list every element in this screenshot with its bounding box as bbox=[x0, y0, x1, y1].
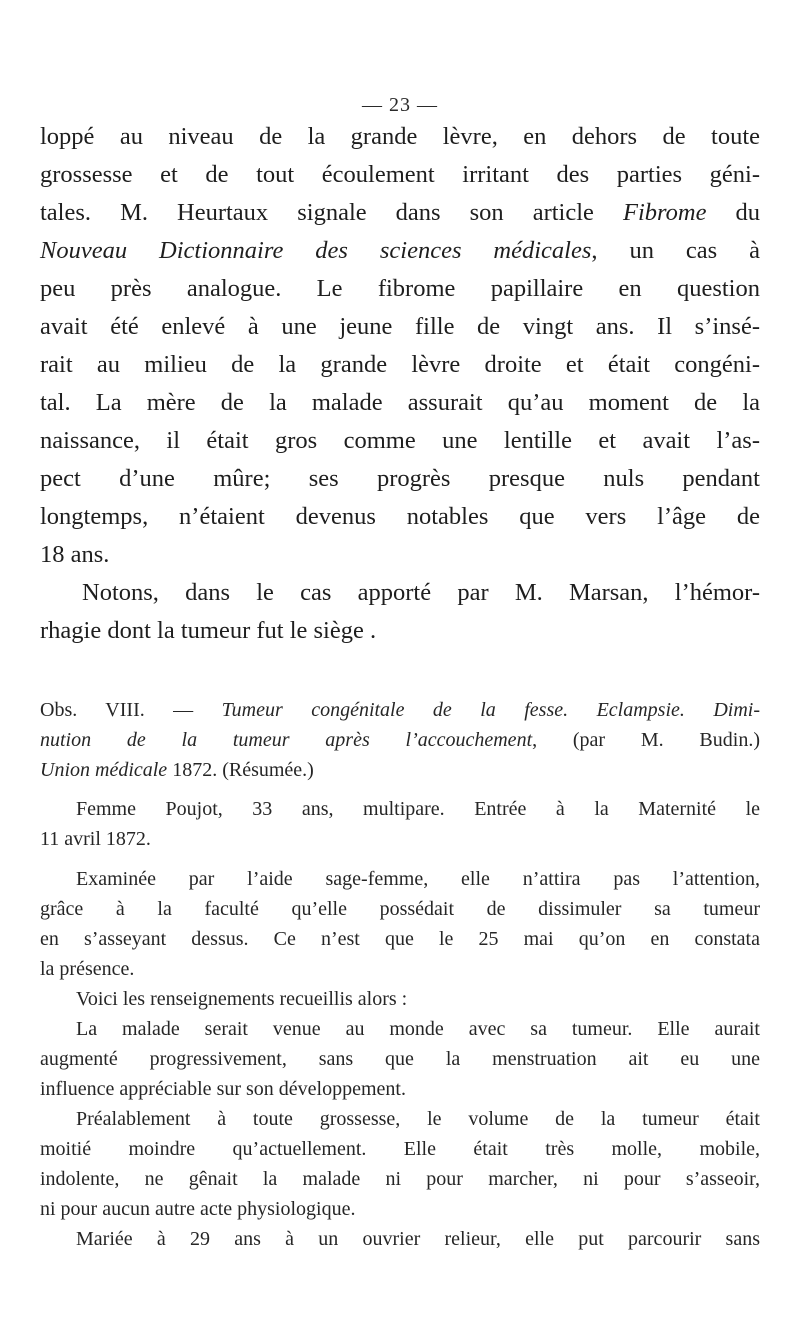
text-line: loppé au niveau de la grande lèvre, en dehors de toute bbox=[40, 123, 760, 150]
note-line: Préalablement à toute grossesse, le volume de la tumeur était bbox=[76, 1108, 760, 1130]
text-segment: tales. M. Heurtaux signale dans son article bbox=[40, 199, 623, 226]
note-line: indolente, ne gênait la malade ni pour marcher, ni pour s’asseoir, bbox=[40, 1168, 760, 1190]
text-line: rhagie dont la tumeur fut le siège . bbox=[40, 617, 377, 644]
title-italic: Nouveau Dictionnaire des sciences médicales bbox=[40, 237, 592, 264]
text-segment: Obs. VIII. — bbox=[40, 699, 222, 721]
note-line: La malade serait venue au monde avec sa tumeur. Elle aurait bbox=[76, 1018, 760, 1040]
page-number: — 23 — bbox=[362, 94, 438, 116]
note-line: influence appréciable sur son développement. bbox=[40, 1078, 406, 1100]
note-line bbox=[40, 755, 314, 785]
text-line: pect d’une mûre; ses progrès presque nuls pendant bbox=[40, 465, 760, 492]
title-italic: Fibrome bbox=[622, 199, 707, 226]
note-line: Voici les renseignements recueillis alors : bbox=[76, 988, 408, 1010]
note-line: augmenté progressivement, sans que la menstruation ait eu une bbox=[40, 1048, 760, 1070]
text-segment: du bbox=[706, 199, 761, 226]
note-line: Mariée à 29 ans à un ouvrier relieur, elle put parcourir sans bbox=[76, 1228, 760, 1250]
text-line: peu près analogue. Le fibrome papillaire en question bbox=[40, 275, 760, 302]
title-italic: nution de la tumeur après l’accouchement bbox=[40, 729, 533, 751]
note-line bbox=[40, 695, 760, 725]
note-line: Examinée par l’aide sage-femme, elle n’attira pas l’attention, bbox=[76, 868, 760, 890]
text-line: Notons, dans le cas apporté par M. Marsan, l’hémor- bbox=[82, 579, 760, 606]
text-segment: , un cas à bbox=[591, 237, 760, 264]
text-line bbox=[40, 194, 760, 232]
text-segment: 1872. (Résumée.) bbox=[167, 759, 314, 781]
note-line: la présence. bbox=[40, 958, 135, 980]
text-line: tal. La mère de la malade assurait qu’au moment de la bbox=[40, 389, 760, 416]
text-line: grossesse et de tout écoulement irritant des parties géni- bbox=[40, 161, 760, 188]
note-line: 11 avril 1872. bbox=[40, 828, 151, 850]
note-line: Femme Poujot, 33 ans, multipare. Entrée à la Maternité le bbox=[76, 798, 760, 820]
note-line: grâce à la faculté qu’elle possédait de dissimuler sa tumeur bbox=[40, 898, 760, 920]
text-line: rait au milieu de la grande lèvre droite et était congéni- bbox=[40, 351, 760, 378]
note-line: en s’asseyant dessus. Ce n’est que le 25 mai qu’on en constata bbox=[40, 928, 760, 950]
text-line: naissance, il était gros comme une lentille et avait l’as- bbox=[40, 427, 760, 454]
text-line: avait été enlevé à une jeune fille de vingt ans. Il s’insé- bbox=[40, 313, 760, 340]
text-line: longtemps, n’étaient devenus notables que vers l’âge de bbox=[40, 503, 760, 530]
note-line bbox=[40, 725, 760, 755]
note-line: moitié moindre qu’actuellement. Elle était très molle, mobile, bbox=[40, 1138, 760, 1160]
text-segment: , (par M. Budin.) bbox=[532, 729, 760, 751]
title-italic: Union médicale bbox=[40, 759, 168, 781]
text-line bbox=[40, 232, 760, 270]
title-italic: Tumeur congénitale de la fesse. Eclampsie. Dimi- bbox=[221, 699, 760, 721]
note-line: ni pour aucun autre acte physiologique. bbox=[40, 1198, 356, 1220]
text-line: 18 ans. bbox=[40, 541, 110, 568]
